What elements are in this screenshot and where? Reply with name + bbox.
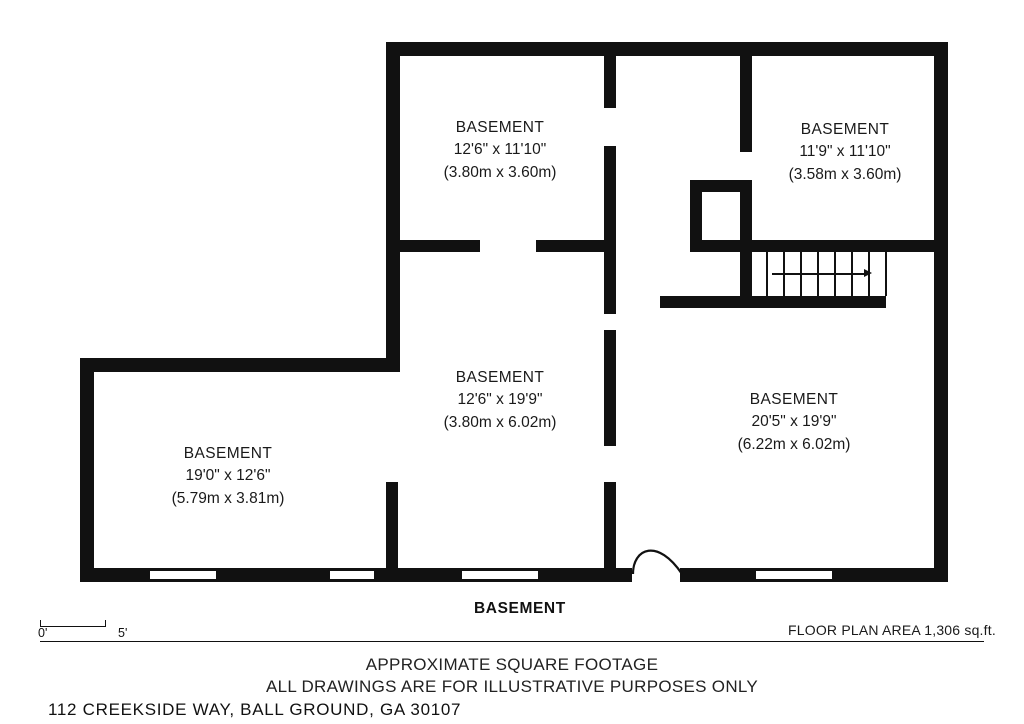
wall-exterior-top (386, 42, 948, 56)
room-label-basement-top-right (737, 119, 953, 186)
wall-interior-spine-upper (604, 56, 616, 108)
room-name: BASEMENT (749, 391, 839, 408)
room-label-basement-center (392, 367, 608, 434)
wall-interior-closet-side (690, 180, 702, 248)
scale-bar-line (40, 626, 106, 627)
disclaimer-line-2: ALL DRAWINGS ARE FOR ILLUSTRATIVE PURPOSES ONLY (265, 677, 759, 696)
room-dim-metric: (5.79m x 3.81m) (171, 489, 285, 507)
wall-interior-top-left-bottom (400, 240, 480, 252)
stair-tread-8 (885, 252, 887, 296)
floor-plan-area: FLOOR PLAN AREA 1,306 sq.ft. (788, 622, 996, 638)
window-bottom-2 (330, 571, 374, 579)
floor-title: BASEMENT (474, 600, 566, 617)
window-bottom-1 (150, 571, 216, 579)
property-address: 112 CREEKSIDE WAY, BALL GROUND, GA 30107 (48, 700, 462, 719)
room-dim-metric: (3.80m x 3.60m) (443, 163, 557, 181)
room-label-basement-top-left (392, 117, 608, 184)
room-dim-imperial: 11'9" x 11'10" (799, 143, 891, 161)
wall-interior-center-bottom-left (386, 488, 398, 568)
wall-exterior-upper-left (386, 42, 400, 372)
door-swing-arc (630, 536, 686, 576)
wall-interior-stair-top (690, 240, 934, 252)
room-dim-imperial: 20'5" x 19'9" (751, 413, 837, 431)
room-dim-imperial: 12'6" x 19'9" (457, 391, 543, 409)
room-dim-imperial: 12'6" x 11'10" (453, 141, 547, 159)
room-name: BASEMENT (455, 369, 545, 386)
room-dim-metric: (3.58m x 3.60m) (788, 165, 902, 183)
room-dim-imperial: 19'0" x 12'6" (185, 467, 271, 485)
scale-tick-end (105, 620, 106, 627)
wall-exterior-left (80, 358, 94, 582)
wall-interior-spine-lower (604, 304, 616, 314)
room-dim-metric: (6.22m x 6.02m) (737, 435, 851, 453)
room-name: BASEMENT (800, 121, 890, 138)
wall-interior-spine-bottom (604, 482, 616, 568)
stair-tread-1 (766, 252, 768, 296)
wall-interior-stair-left (740, 252, 752, 304)
wall-interior-stair-bottom (660, 296, 886, 308)
room-name: BASEMENT (455, 119, 545, 136)
footer-divider (40, 641, 984, 642)
window-bottom-4 (756, 571, 832, 579)
room-name: BASEMENT (183, 445, 273, 462)
disclaimer-line-1: APPROXIMATE SQUARE FOOTAGE (365, 655, 659, 674)
scale-bar (40, 620, 120, 634)
room-label-basement-right (686, 389, 902, 456)
wall-interior-center-bottom-stub (386, 482, 398, 494)
window-bottom-3 (462, 571, 538, 579)
scale-label-end: 5' (118, 626, 128, 640)
scale-label-start: 0' (38, 626, 48, 640)
wall-interior-top-left-bottom-2 (536, 240, 616, 252)
room-label-basement-left (120, 443, 336, 510)
wall-exterior-left-top (80, 358, 394, 372)
room-dim-metric: (3.80m x 6.02m) (443, 413, 557, 431)
stair-direction-arrow-shaft (772, 273, 864, 275)
stair-direction-arrow-head (864, 269, 872, 277)
